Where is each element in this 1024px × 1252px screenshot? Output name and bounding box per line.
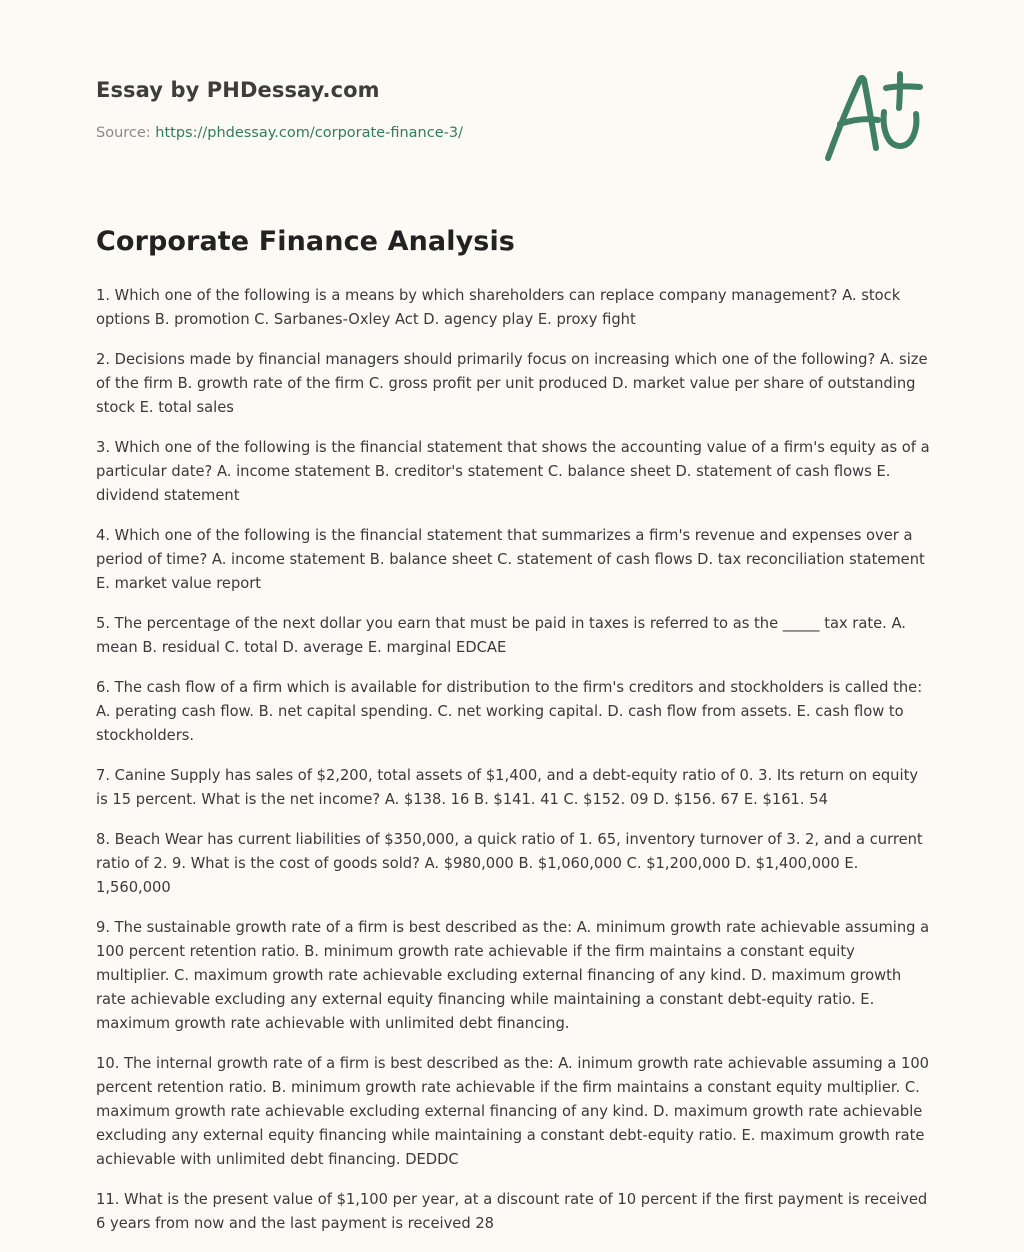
a-plus-logo-icon — [822, 66, 926, 166]
question-paragraph: 9. The sustainable growth rate of a firm is best described as the: A. minimum growth rate achievable assuming a 100 percent retention ratio. B. minimum growth rate achievable if the firm maintains a constant equity multiplier. C. maximum growth rate achievable excluding external financing of any kind. D. maximum growth rate achievable excluding any external equity financing while maintaining a constant debt-equity ratio. E. maximum growth rate achievable with unlimited debt financing. — [96, 919, 930, 1032]
question-paragraph: 8. Beach Wear has current liabilities of $350,000, a quick ratio of 1. 65, inventory turnover of 3. 2, and a current ratio of 2. 9. What is the cost of goods sold? A. $980,000 B. $1,060,000 C. $1,200,000 D. $1,400,000 E. 1,560,000 — [96, 831, 923, 896]
question-paragraph: 6. The cash flow of a firm which is available for distribution to the firm's creditors and stockholders is called the: A. perating cash flow. B. net capital spending. C. net working capital. D. cash flow from assets. E. cash flow to stockholders. — [96, 679, 923, 744]
question-paragraph: 5. The percentage of the next dollar you earn that must be paid in taxes is referred to as the _____ tax rate. A. mean B. residual C. total D. average E. marginal EDCAE — [96, 615, 906, 656]
question-paragraph: 3. Which one of the following is the financial statement that shows the accounting value of a firm's equity as of a particular date? A. income statement B. creditor's statement C. balance sheet D. statement of cash flows E. dividend statement — [96, 439, 930, 504]
source-line — [96, 125, 463, 141]
question-paragraph: 4. Which one of the following is the financial statement that summarizes a firm's revenue and expenses over a period of time? A. income statement B. balance sheet C. statement of cash flows D. tax reconciliation statement E. market value report — [96, 527, 925, 592]
question-paragraph: 1. Which one of the following is a means by which shareholders can replace company management? A. stock options B. promotion C. Sarbanes-Oxley Act D. agency play E. proxy fight — [96, 287, 901, 328]
source-link[interactable]: https://phdessay.com/corporate-finance-3/ — [155, 125, 463, 141]
question-paragraph: 7. Canine Supply has sales of $2,200, total assets of $1,400, and a debt-equity ratio of 0. 3. Its return on equity is 15 percent. What is the net income? A. $138. 16 B. $141. 41 C. $152. 09 D. $156. 67 E. $161. 54 — [96, 767, 919, 808]
question-paragraph: 2. Decisions made by financial managers should primarily focus on increasing which one of the following? A. size of the firm B. growth rate of the firm C. gross profit per unit produced D. market value per share of outstanding stock E. total sales — [96, 351, 928, 416]
question-paragraph: 11. What is the present value of $1,100 per year, at a discount rate of 10 percent if the first payment is received 6 years from now and the last payment is received 28 — [96, 1191, 928, 1232]
article-title: Corporate Finance Analysis — [96, 226, 515, 257]
article-body — [96, 284, 930, 1252]
question-paragraph: 10. The internal growth rate of a firm is best described as the: A. inimum growth rate achievable assuming a 100 percent retention ratio. B. minimum growth rate achievable if the firm maintains a constant equity multiplier. C. maximum growth rate achievable excluding external financing of any kind. D. maximum growth rate achievable excluding any external equity financing while maintaining a constant debt-equity ratio. E. maximum growth rate achievable with unlimited debt financing. DEDDC — [96, 1055, 930, 1168]
source-label: Source: — [96, 125, 151, 141]
site-name: Essay by PHDessay.com — [96, 78, 380, 102]
